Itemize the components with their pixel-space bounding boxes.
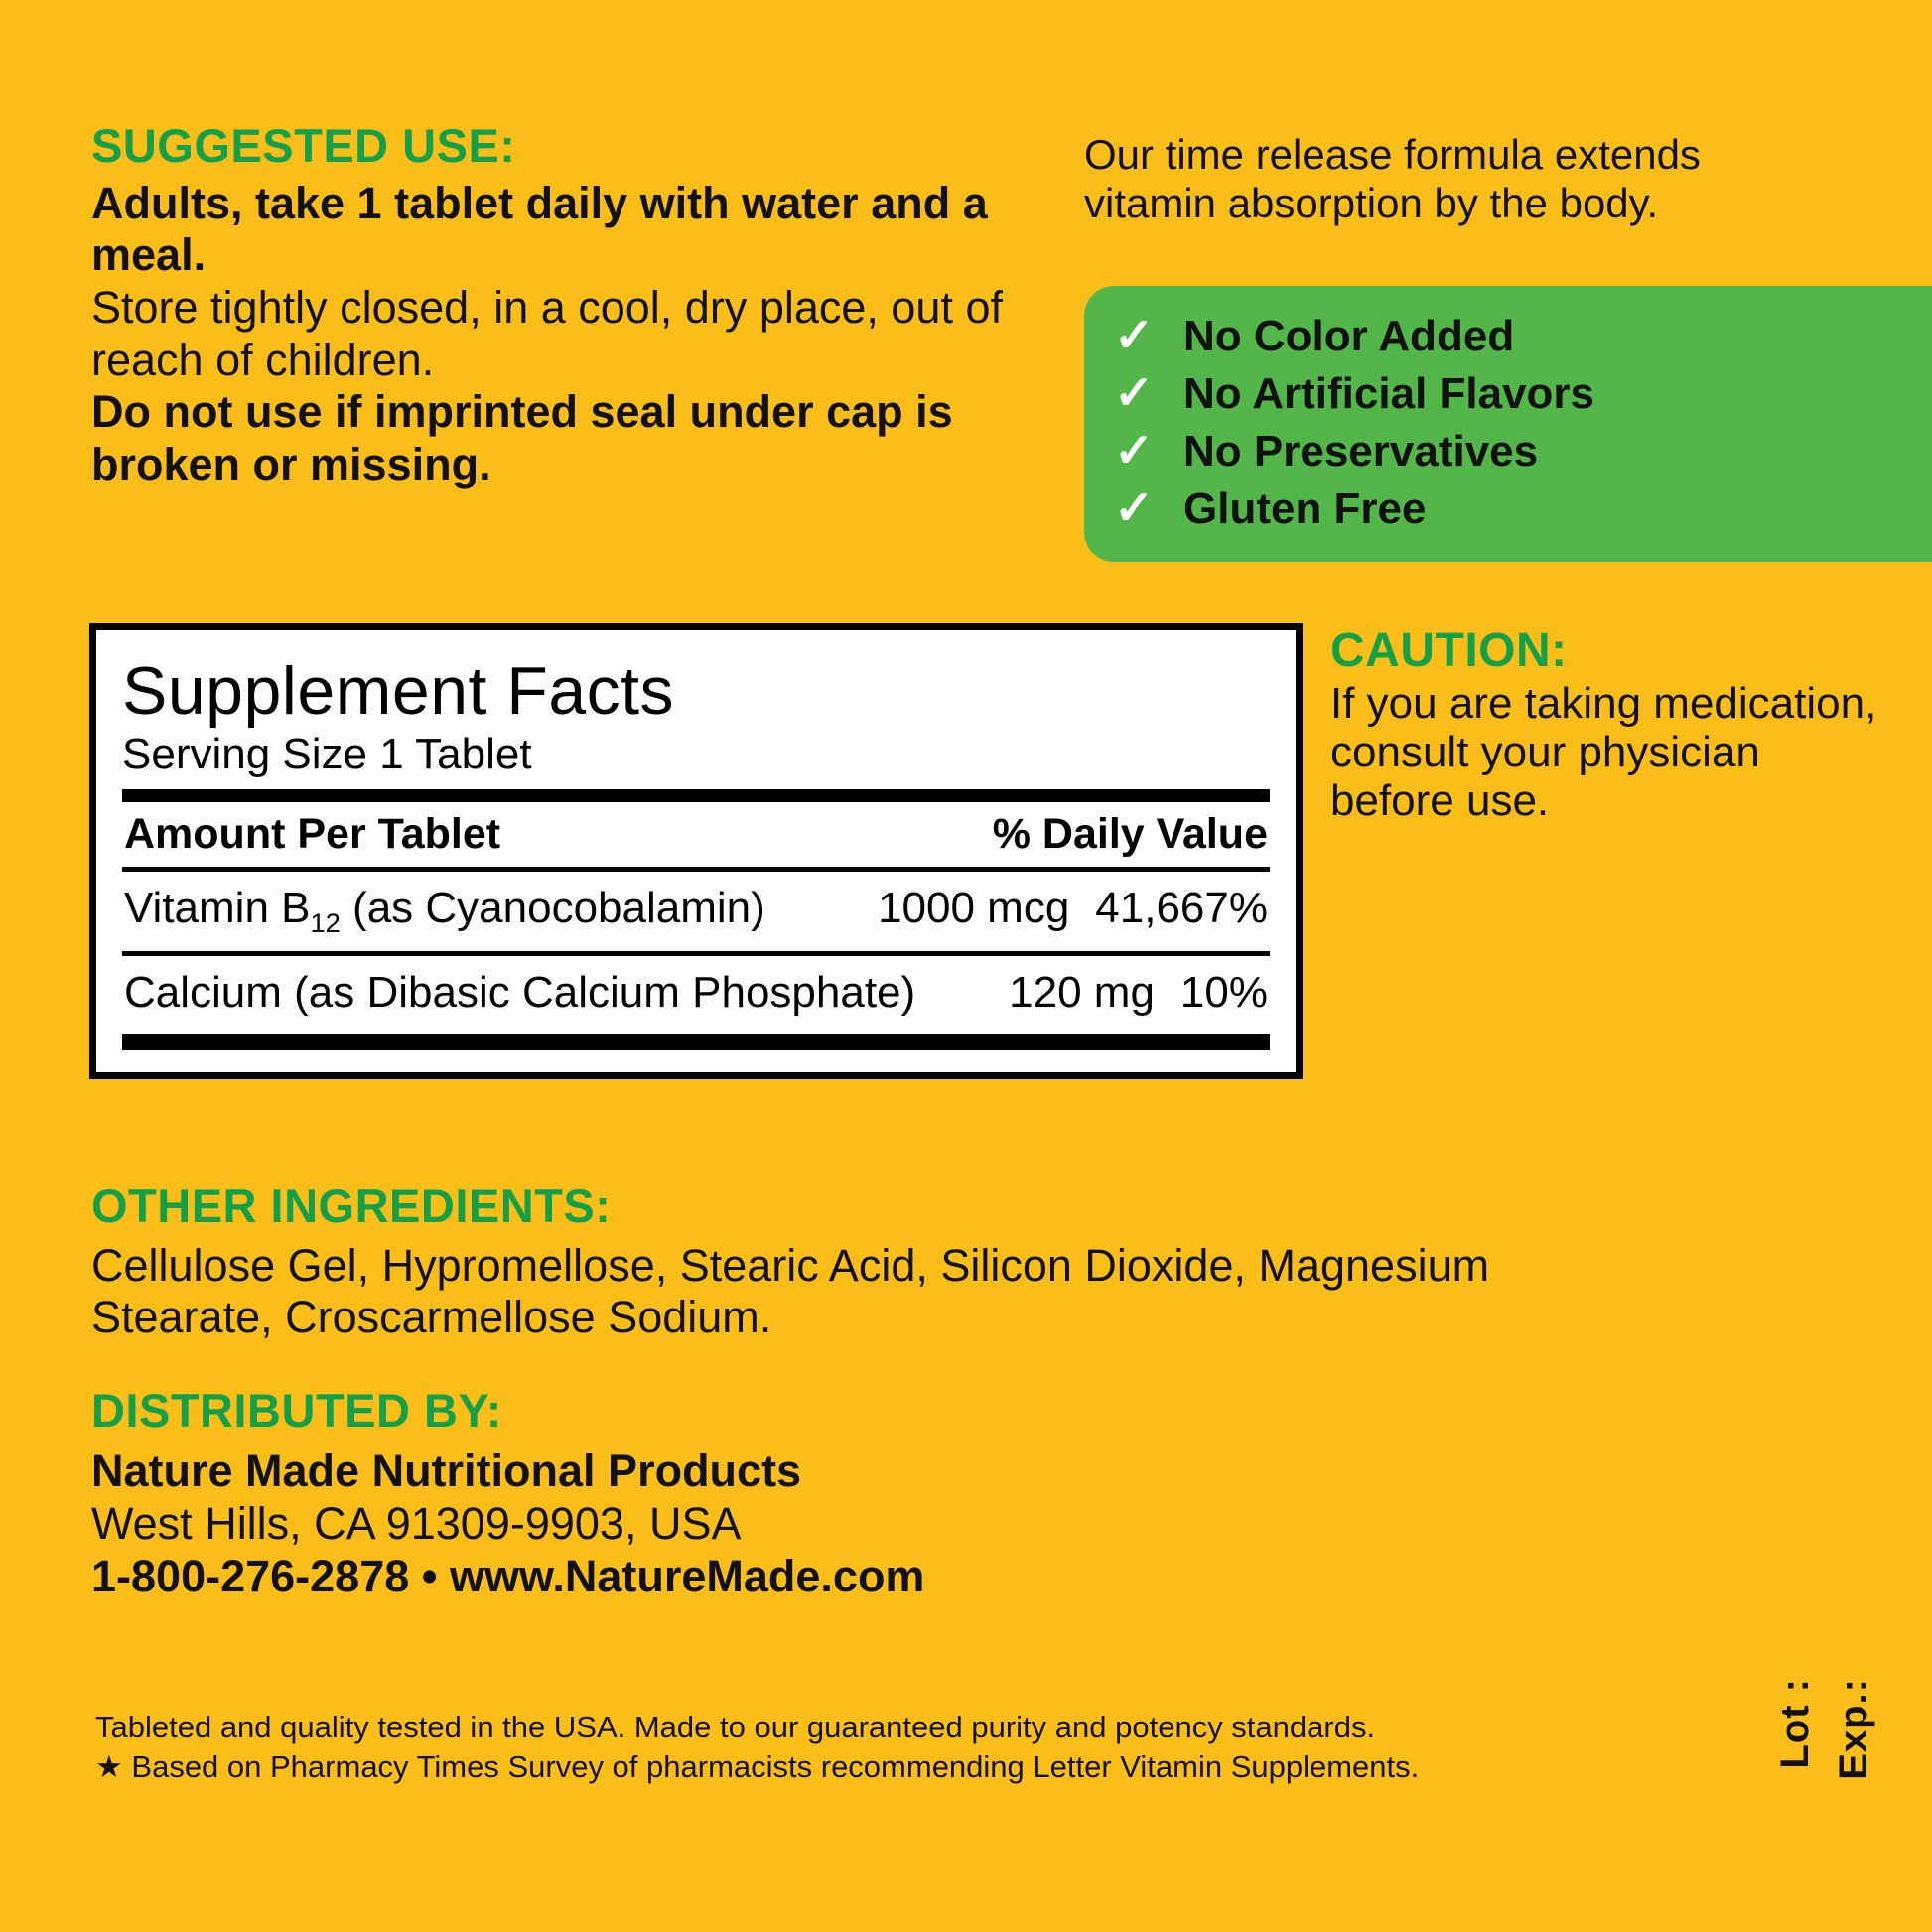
divider-bottom — [122, 1034, 1270, 1050]
time-release-note: Our time release formula extends vitamin absorption by the body. — [1084, 131, 1701, 226]
distributor-contact: 1-800-276-2878 • www.NatureMade.com — [91, 1550, 925, 1601]
claim-item — [1084, 308, 1932, 365]
distributor-address: West Hills, CA 91309-9903, USA — [91, 1497, 742, 1549]
amount-per-tablet-header: Amount Per Tablet — [124, 809, 501, 858]
claim-label: No Preservatives — [1183, 427, 1539, 476]
claim-label: No Artificial Flavors — [1183, 369, 1595, 418]
serving-size: Serving Size 1 Tablet — [122, 730, 532, 779]
nutrient-name — [124, 884, 860, 939]
nutrient-amount: 1000 mcg — [878, 883, 1070, 932]
caution-section — [1330, 625, 1886, 826]
daily-value-header: % Daily Value — [992, 809, 1268, 858]
nutrient-name-sub: 12 — [310, 906, 341, 938]
check-icon: ✓ — [1114, 425, 1155, 478]
nutrient-name-pre: Vitamin B — [124, 883, 311, 932]
check-icon: ✓ — [1114, 483, 1155, 535]
footer-line-2: ★ Based on Pharmacy Times Survey of pharmacists recommending Letter Vitamin Supplements. — [95, 1749, 1420, 1785]
supplement-facts-panel — [89, 623, 1303, 1079]
caution-text: If you are taking medication, consult your physician before use. — [1330, 678, 1877, 826]
footer-notes — [95, 1708, 1624, 1788]
lot-exp-block — [1773, 1678, 1876, 1906]
nutrient-amount: 120 mg — [1009, 967, 1155, 1017]
lot-label: Lot : — [1773, 1678, 1817, 1769]
exp-label: Exp.: — [1832, 1678, 1875, 1780]
facts-header-row — [122, 802, 1270, 867]
suggested-use-line-2: Store tightly closed, in a cool, dry place, out of reach of children. — [91, 282, 1003, 385]
supplement-facts-title: Supplement Facts — [122, 653, 675, 729]
nutrient-daily-value: 41,667% — [1095, 883, 1268, 932]
claim-item — [1084, 481, 1932, 538]
divider-thick — [122, 789, 1270, 802]
suggested-use-heading: SUGGESTED USE: — [91, 119, 516, 172]
distributed-by-section — [91, 1386, 1382, 1602]
table-row — [122, 956, 1270, 1030]
distributed-by-heading: DISTRIBUTED BY: — [91, 1384, 502, 1437]
claim-item — [1084, 423, 1932, 481]
other-ingredients-heading: OTHER INGREDIENTS: — [91, 1179, 612, 1232]
nutrient-name: Calcium (as Dibasic Calcium Phosphate) — [124, 967, 916, 1017]
distributor-company: Nature Made Nutritional Products — [91, 1445, 802, 1496]
suggested-use-line-1: Adults, take 1 tablet daily with water and a meal. — [91, 177, 988, 281]
check-icon: ✓ — [1114, 367, 1155, 420]
claim-label: No Color Added — [1183, 312, 1515, 360]
check-icon: ✓ — [1114, 310, 1155, 362]
footer-line-1: Tableted and quality tested in the USA. Made to our guaranteed purity and potency standards. — [95, 1710, 1376, 1744]
claim-label: Gluten Free — [1183, 484, 1427, 533]
caution-heading: CAUTION: — [1330, 624, 1568, 677]
nutrient-name-post: (as Cyanocobalamin) — [340, 883, 765, 932]
suggested-use-section — [91, 121, 1025, 491]
claim-item — [1084, 365, 1932, 423]
other-ingredients-text: Cellulose Gel, Hypromellose, Stearic Acid, Silicon Dioxide, Magnesium Stearate, Croscarmellose Sodium. — [91, 1239, 1490, 1342]
nutrient-daily-value: 10% — [1179, 967, 1268, 1017]
claims-box — [1084, 286, 1932, 562]
table-row — [122, 872, 1270, 951]
suggested-use-line-3: Do not use if imprinted seal under cap is broken or missing. — [91, 386, 953, 489]
other-ingredients-section — [91, 1181, 1501, 1343]
